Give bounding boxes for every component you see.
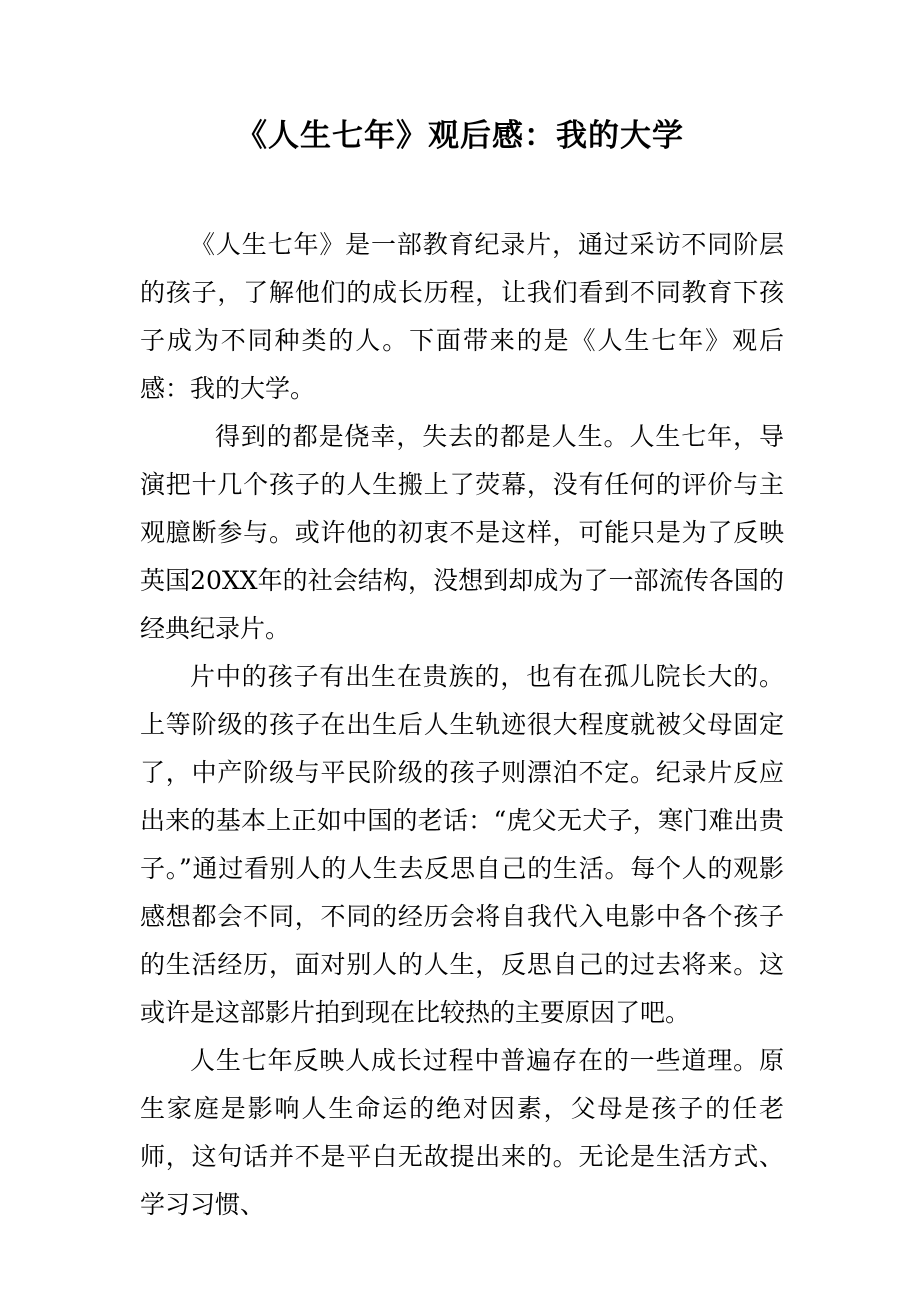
paragraph-3: 片中的孩子有出生在贵族的，也有在孤儿院长大的。上等阶级的孩子在出生后人生轨迹很大程度就被父母固定了，中产阶级与平民阶级的孩子则漂泊不定。纪录片反应出来的基本上正如中国的老话：“虎父无犬子，寒门难出贵子。”通过看别人的人生去反思自己的生活。每个人的观影感想都会不同，不同的经历会将自我代入电影中各个孩子的生活经历，面对别人的人生，反思自己的过去将来。这或许是这部影片拍到现在比较热的主要原因了吧。: [140, 662, 784, 1027]
document-title: 《人生七年》观后感：我的大学: [236, 118, 684, 154]
paragraph-intro: 《人生七年》是一部教育纪录片，通过采访不同阶层的孩子，了解他们的成长历程，让我们看到不同教育下孩子成为不同种类的人。下面带来的是《人生七年》观后感：我的大学。: [140, 230, 784, 403]
paragraph-4: 人生七年反映人成长过程中普遍存在的一些道理。原生家庭是影响人生命运的绝对因素，父母是孩子的任老师，这句话并不是平白无故提出来的。无论是生活方式、学习习惯、: [140, 1046, 784, 1219]
document-body: [140, 221, 784, 1229]
paragraph-2: 得到的都是侥幸，失去的都是人生。人生七年，导演把十几个孩子的人生搬上了荧幕，没有任何的评价与主观臆断参与。或许他的初衷不是这样，可能只是为了反映英国20XX年的社会结构，没想到却成为了一部流传各国的经典纪录片。: [140, 422, 784, 643]
